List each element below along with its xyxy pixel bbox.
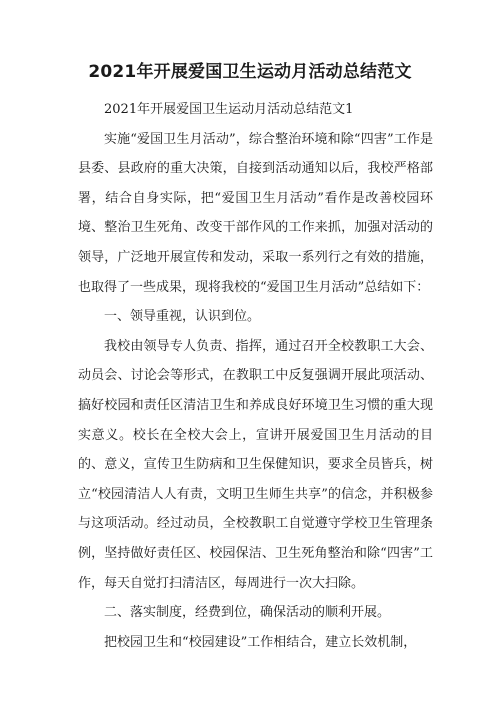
document-subtitle: 2021年开展爱国卫生运动月活动总结范文1: [104, 102, 354, 117]
paragraph-section-1: 我校由领导专人负责、指挥，通过召开全校教职工大会、动员会、讨论会等形式，在教职工中反复强调开展此项活动、搞好校园和责任区清洁卫生和养成良好环境卫生习惯的重大现实意义。校长在全校大会上，宣讲开展爱国卫生月活动的目的、意义，宣传卫生防病和卫生保健知识，要求全员皆兵，树立“校园清洁人人有责，文明卫生师生共享”的信念，并积极参与这项活动。经过动员，全校教职工自觉遵守学校卫生管理条例，坚持做好责任区、校园保洁、卫生死角整治和除“四害”工作，每天自觉打扫清洁区，每周进行一次大扫除。: [78, 338, 433, 591]
section-heading-2: 二、落实制度，经费到位，确保活动的顺利开展。: [104, 605, 391, 621]
section-heading-1: 一、领导重视，认识到位。: [104, 309, 261, 325]
paragraph-intro: 实施“爱国卫生月活动”，综合整治环境和除“四害”工作是县委、县政府的重大决策，自接到活动通知以后，我校严格部署，结合自身实际，把“爱国卫生月活动”看作是改善校园环境、整治卫生死角、改变干部作风的工作来抓，加强对活动的领导，广泛地开展宣传和发动，采取一系列行之有效的措施，也取得了一些成果，现将我校的“爱国卫生月活动”总结如下：: [78, 131, 433, 295]
document-title: 2021年开展爱国卫生运动月活动总结范文: [88, 62, 412, 82]
paragraph-section-2: 把校园卫生和“校园建设”工作相结合，建立长效机制，: [104, 634, 417, 650]
document-body: [78, 95, 433, 657]
